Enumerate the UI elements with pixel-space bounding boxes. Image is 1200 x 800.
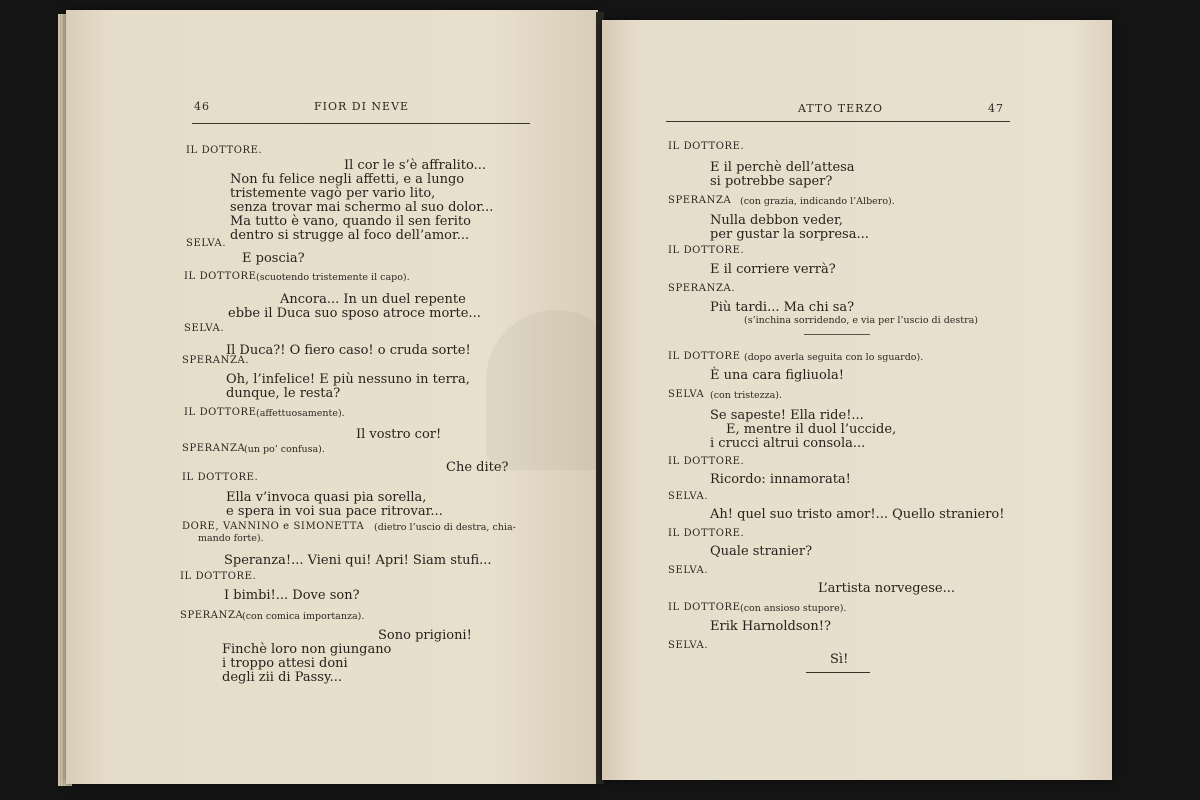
verse-line: degli zii di Passy... <box>222 670 342 685</box>
stage-direction: mando forte). <box>198 533 264 544</box>
verse-line: Nulla debbon veder, <box>710 213 843 228</box>
stage-direction: (dopo averla seguita con lo sguardo). <box>744 352 924 363</box>
verse-line: Ma tutto è vano, quando il sen ferito <box>230 214 471 229</box>
verse-line: È una cara figliuola! <box>710 368 845 383</box>
verse-line: senza trovar mai schermo al suo dolor... <box>230 200 494 215</box>
verse-line: Il cor le s’è affralito... <box>344 158 486 173</box>
verse-line: tristemente vagò per vario lito, <box>230 186 436 201</box>
verse-line: Ah! quel suo tristo amor!... Quello straniero! <box>710 507 1005 522</box>
stage-direction: (affettuosamente). <box>256 408 345 419</box>
speaker-name: SELVA. <box>184 323 225 334</box>
verse-line: Che dite? <box>446 460 509 475</box>
speaker-name: IL DOTTORE <box>184 271 257 282</box>
speaker-name: IL DOTTORE. <box>182 472 259 483</box>
speaker-name: SELVA. <box>668 491 709 502</box>
verse-line: Speranza!... Vieni qui! Apri! Siam stufi... <box>224 553 492 568</box>
speaker-name: IL DOTTORE. <box>668 141 745 152</box>
running-head: FIOR DI NEVE <box>314 100 410 113</box>
stage-direction: (un po’ confusa). <box>244 444 325 455</box>
speaker-name: SPERANZA <box>668 195 732 206</box>
speaker-name: SPERANZA <box>180 610 244 621</box>
verse-line: i troppo attesi doni <box>222 656 348 671</box>
page-number: 46 <box>194 100 210 113</box>
verse-line: dunque, le resta? <box>226 386 341 401</box>
speaker-name: IL DOTTORE. <box>668 528 745 539</box>
speaker-name: IL DOTTORE. <box>668 245 745 256</box>
speaker-name: IL DOTTORE. <box>186 145 263 156</box>
verse-line: Più tardi... Ma chi sa? <box>710 300 855 315</box>
verse-line: L’artista norvegese... <box>818 581 956 596</box>
speaker-name: SELVA. <box>186 238 227 249</box>
verse-line: Ancora... In un duel repente <box>280 292 466 307</box>
speaker-name: SPERANZA. <box>182 355 250 366</box>
speaker-name: IL DOTTORE <box>184 407 257 418</box>
speaker-name: IL DOTTORE. <box>180 571 257 582</box>
stage-direction: (con grazia, indicando l’Albero). <box>740 196 895 207</box>
verse-line: Oh, l’infelice! E più nessuno in terra, <box>226 372 470 387</box>
verse-line: Sì! <box>830 652 849 667</box>
verse-line: E il corriere verrà? <box>710 262 836 277</box>
verse-line: Ella v’invoca quasi pia sorella, <box>226 490 427 505</box>
verse-line: Sono prigioni! <box>378 628 472 643</box>
stage-direction: (con ansioso stupore). <box>740 603 847 614</box>
verse-line: ebbe il Duca suo sposo atroce morte... <box>228 306 481 321</box>
stage-direction: (con comica importanza). <box>242 611 365 622</box>
page-number: 47 <box>988 102 1004 115</box>
speaker-name: IL DOTTORE <box>668 351 741 362</box>
verse-line: dentro si strugge al foco dell’amor... <box>230 228 470 243</box>
verse-line: Se sapeste! Ella ride!... <box>710 408 864 423</box>
stage-direction: (s’inchina sorridendo, e via per l’uscio di destra) <box>744 315 979 326</box>
speaker-name: SELVA. <box>668 640 709 651</box>
speaker-name: DORE, VANNINO e SIMONETTA <box>182 521 365 532</box>
verse-line: Erik Harnoldson!? <box>710 619 831 634</box>
scene-divider <box>804 334 870 335</box>
speaker-name: SPERANZA <box>182 443 246 454</box>
verse-line: e spera in voi sua pace ritrovar... <box>226 504 443 519</box>
verse-line: E il perchè dell’attesa <box>710 160 855 175</box>
stage-direction: (dietro l’uscio di destra, chia- <box>374 522 516 533</box>
verse-line: Il vostro cor! <box>356 427 442 442</box>
verse-line: Ricordo: innamorata! <box>710 472 851 487</box>
left-page <box>66 10 598 784</box>
verse-line: per gustar la sorpresa... <box>710 227 869 242</box>
end-rule <box>806 672 870 673</box>
verse-line: E, mentre il duol l’uccide, <box>726 422 897 437</box>
speaker-name: SELVA <box>668 389 705 400</box>
verse-line: Non fu felice negli affetti, e a lungo <box>230 172 465 187</box>
speaker-name: SELVA. <box>668 565 709 576</box>
speaker-name: SPERANZA. <box>668 283 736 294</box>
verse-line: Finchè loro non giungano <box>222 642 392 657</box>
verse-line: si potrebbe saper? <box>710 174 833 189</box>
right-page <box>602 20 1112 780</box>
stage-direction: (scuotendo tristemente il capo). <box>256 272 410 283</box>
verse-line: E poscia? <box>242 251 305 266</box>
speaker-name: IL DOTTORE. <box>668 456 745 467</box>
verse-line: I bimbi!... Dove son? <box>224 588 360 603</box>
verse-line: i crucci altrui consola... <box>710 436 866 451</box>
header-rule <box>666 121 1010 122</box>
header-rule <box>192 123 530 124</box>
speaker-name: IL DOTTORE <box>668 602 741 613</box>
verse-line: Quale stranier? <box>710 544 813 559</box>
stage-direction: (con tristezza). <box>710 390 782 401</box>
running-head: ATTO TERZO <box>798 102 884 115</box>
verse-line: Il Duca?! O fiero caso! o cruda sorte! <box>226 343 471 358</box>
